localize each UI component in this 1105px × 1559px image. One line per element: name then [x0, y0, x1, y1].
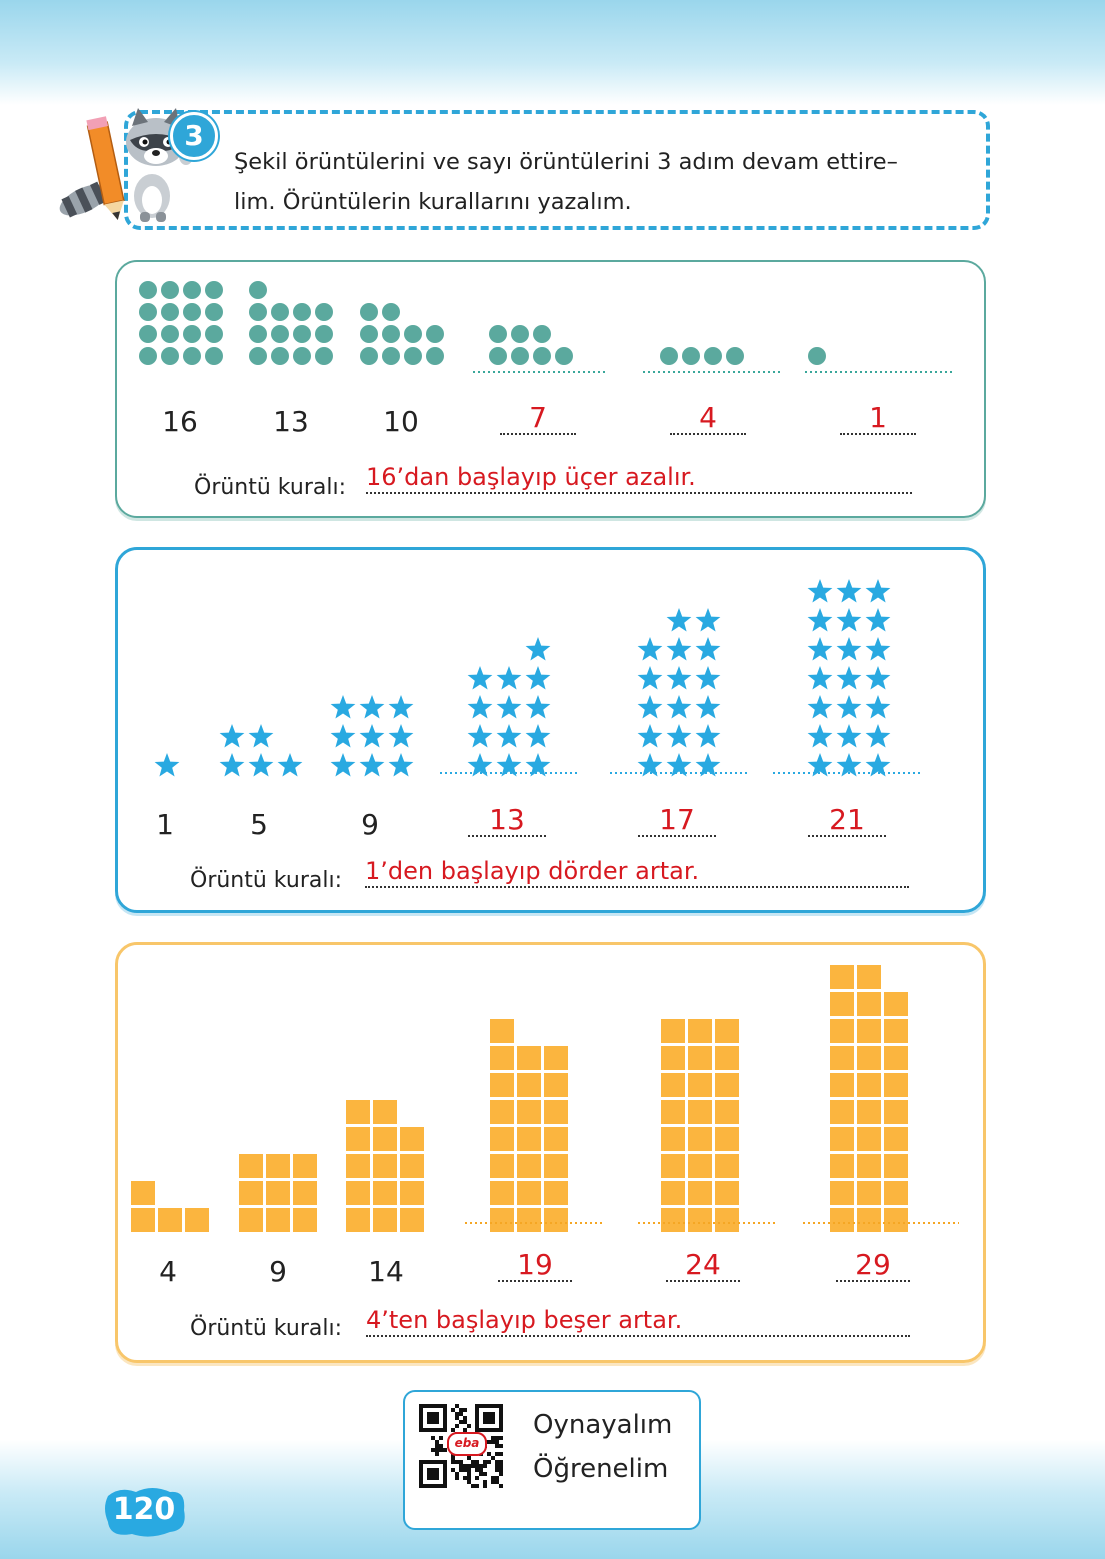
square-mark [517, 1100, 541, 1124]
square-mark [185, 1208, 209, 1232]
square-mark [857, 1100, 881, 1124]
square-mark [517, 1154, 541, 1178]
dot-mark [726, 347, 744, 365]
square-mark [400, 1181, 424, 1205]
square-mark [857, 1154, 881, 1178]
rule-answer: 4’ten başlayıp beşer artar. [366, 1305, 910, 1337]
square-mark [857, 1073, 881, 1097]
star-mark [278, 753, 303, 777]
dot-pattern-figures [115, 260, 986, 410]
dot-mark [511, 325, 529, 343]
star-mark [866, 637, 891, 661]
square-mark [857, 1181, 881, 1205]
square-mark [266, 1154, 290, 1178]
square-mark [373, 1127, 397, 1151]
square-mark [661, 1073, 685, 1097]
eba-logo: eba [447, 1432, 487, 1456]
square-mark [400, 1208, 424, 1232]
star-mark [526, 695, 551, 719]
star-mark [526, 666, 551, 690]
dot-mark [293, 347, 311, 365]
dot-mark [161, 347, 179, 365]
square-mark [857, 992, 881, 1016]
square-mark [688, 1100, 712, 1124]
square-mark [490, 1019, 514, 1043]
star-mark [808, 608, 833, 632]
star-mark [696, 637, 721, 661]
square-mark [884, 1100, 908, 1124]
dot-mark [161, 281, 179, 299]
square-mark [715, 1073, 739, 1097]
dot-mark [205, 281, 223, 299]
star-mark [360, 753, 385, 777]
dot-mark [404, 325, 422, 343]
star-mark [331, 753, 356, 777]
given-term-3: 10 [383, 405, 419, 438]
star-mark [837, 724, 862, 748]
square-mark [373, 1208, 397, 1232]
star-mark [468, 724, 493, 748]
dot-mark [183, 303, 201, 321]
star-mark [360, 724, 385, 748]
square-mark [688, 1073, 712, 1097]
square-mark [346, 1181, 370, 1205]
star-mark [389, 724, 414, 748]
square-mark [857, 1208, 881, 1232]
star-mark [638, 637, 663, 661]
top-header-band [0, 0, 1105, 105]
star-mark [497, 695, 522, 719]
square-mark [239, 1181, 263, 1205]
star-mark [808, 695, 833, 719]
dot-mark [271, 303, 289, 321]
square-mark [661, 1019, 685, 1043]
qr-card-line-2: Öğrenelim [533, 1454, 669, 1484]
square-mark [661, 1181, 685, 1205]
square-mark [346, 1100, 370, 1124]
activity-number-badge: 3 [170, 112, 218, 160]
star-mark [360, 695, 385, 719]
star-mark [866, 724, 891, 748]
dot-mark [249, 303, 267, 321]
square-mark [884, 1046, 908, 1070]
dot-mark [404, 347, 422, 365]
rule-label: Örüntü kuralı: [190, 1316, 342, 1341]
star-mark [667, 695, 692, 719]
square-mark [293, 1181, 317, 1205]
star-mark [249, 724, 274, 748]
square-mark [517, 1208, 541, 1232]
square-mark [688, 1208, 712, 1232]
dot-mark [660, 347, 678, 365]
star-mark [837, 695, 862, 719]
dot-mark [682, 347, 700, 365]
star-mark [866, 666, 891, 690]
square-mark [884, 1127, 908, 1151]
square-mark [490, 1073, 514, 1097]
square-mark [544, 1046, 568, 1070]
square-mark [830, 1073, 854, 1097]
square-mark [266, 1181, 290, 1205]
dot-mark [315, 325, 333, 343]
dot-mark [271, 325, 289, 343]
star-mark [667, 666, 692, 690]
answer-term-3: 21 [808, 805, 886, 837]
square-mark [239, 1154, 263, 1178]
square-mark [715, 1208, 739, 1232]
dot-mark [161, 325, 179, 343]
star-mark [468, 666, 493, 690]
star-mark [808, 666, 833, 690]
star-mark [220, 753, 245, 777]
square-mark [884, 1181, 908, 1205]
answer-term-1: 19 [498, 1250, 572, 1282]
dot-mark [555, 347, 573, 365]
star-mark [696, 666, 721, 690]
star-mark [497, 724, 522, 748]
square-mark [715, 1019, 739, 1043]
dot-mark [360, 325, 378, 343]
dot-mark [139, 281, 157, 299]
square-mark [830, 965, 854, 989]
star-mark [808, 724, 833, 748]
answer-term-3: 29 [836, 1250, 910, 1282]
star-mark [667, 724, 692, 748]
square-mark [131, 1208, 155, 1232]
square-mark [661, 1046, 685, 1070]
star-mark [638, 666, 663, 690]
star-mark [667, 637, 692, 661]
answer-term-3: 1 [840, 403, 916, 435]
square-mark [490, 1208, 514, 1232]
square-mark [857, 1046, 881, 1070]
square-mark [661, 1127, 685, 1151]
qr-card[interactable] [403, 1390, 701, 1530]
square-mark [715, 1154, 739, 1178]
star-mark [497, 666, 522, 690]
square-mark [517, 1127, 541, 1151]
dot-mark [139, 303, 157, 321]
dot-mark [426, 325, 444, 343]
dot-mark [511, 347, 529, 365]
square-mark [884, 1154, 908, 1178]
square-mark [830, 1019, 854, 1043]
star-mark [526, 724, 551, 748]
star-mark [837, 637, 862, 661]
square-mark [346, 1154, 370, 1178]
rule-answer: 16’dan başlayıp üçer azalır. [366, 462, 912, 494]
given-term-2: 13 [273, 405, 309, 438]
square-mark [400, 1154, 424, 1178]
square-mark [490, 1154, 514, 1178]
dot-mark [808, 347, 826, 365]
given-term-2: 5 [250, 808, 268, 841]
given-term-1: 4 [159, 1255, 177, 1288]
dot-mark [533, 347, 551, 365]
star-mark [667, 608, 692, 632]
star-mark [220, 724, 245, 748]
square-mark [661, 1208, 685, 1232]
square-mark [346, 1127, 370, 1151]
dot-mark [249, 281, 267, 299]
star-mark [866, 608, 891, 632]
square-mark [884, 992, 908, 1016]
star-mark [808, 637, 833, 661]
star-mark [696, 695, 721, 719]
dot-mark [533, 325, 551, 343]
square-mark [544, 1073, 568, 1097]
star-mark [638, 695, 663, 719]
given-term-3: 14 [368, 1255, 404, 1288]
answer-term-2: 17 [638, 805, 716, 837]
star-mark [696, 608, 721, 632]
instruction-line-2: lim. Örüntülerin kurallarını yazalım. [234, 189, 632, 215]
square-mark [346, 1208, 370, 1232]
star-mark [866, 695, 891, 719]
dot-mark [382, 347, 400, 365]
square-mark [544, 1154, 568, 1178]
square-mark [517, 1181, 541, 1205]
square-mark [715, 1046, 739, 1070]
instruction-text [234, 142, 974, 222]
square-mark [830, 992, 854, 1016]
dot-mark [139, 347, 157, 365]
square-mark [830, 1154, 854, 1178]
star-mark [696, 724, 721, 748]
square-mark [293, 1154, 317, 1178]
given-term-1: 1 [156, 808, 174, 841]
square-pattern-figures [115, 942, 986, 1237]
answer-term-1: 13 [468, 805, 546, 837]
dot-mark [293, 303, 311, 321]
square-mark [688, 1127, 712, 1151]
square-mark [544, 1127, 568, 1151]
dot-mark [249, 325, 267, 343]
square-mark [517, 1073, 541, 1097]
square-mark [517, 1046, 541, 1070]
star-mark [155, 753, 180, 777]
dot-mark [426, 347, 444, 365]
dot-mark [489, 325, 507, 343]
square-mark [715, 1100, 739, 1124]
square-mark [688, 1181, 712, 1205]
dot-mark [183, 347, 201, 365]
star-mark [468, 695, 493, 719]
dot-mark [161, 303, 179, 321]
square-mark [857, 1127, 881, 1151]
square-mark [830, 1181, 854, 1205]
square-mark [158, 1208, 182, 1232]
square-mark [830, 1127, 854, 1151]
dot-mark [205, 303, 223, 321]
square-mark [688, 1019, 712, 1043]
square-mark [857, 965, 881, 989]
dot-mark [139, 325, 157, 343]
square-mark [544, 1100, 568, 1124]
square-mark [293, 1208, 317, 1232]
instruction-line-1: Şekil örüntülerini ve sayı örüntülerini 3 adım devam ettire– [234, 149, 898, 175]
dot-mark [360, 303, 378, 321]
star-pattern-figures [115, 547, 986, 787]
answer-term-1: 7 [500, 403, 576, 435]
dot-mark [382, 325, 400, 343]
square-mark [884, 1019, 908, 1043]
square-mark [239, 1208, 263, 1232]
star-mark [526, 637, 551, 661]
star-mark [837, 608, 862, 632]
square-mark [131, 1181, 155, 1205]
answer-term-2: 24 [666, 1250, 740, 1282]
square-mark [661, 1154, 685, 1178]
star-mark [331, 724, 356, 748]
square-mark [490, 1127, 514, 1151]
dot-mark [293, 325, 311, 343]
given-term-3: 9 [361, 808, 379, 841]
dot-mark [249, 347, 267, 365]
star-mark [331, 695, 356, 719]
square-mark [830, 1100, 854, 1124]
square-mark [830, 1046, 854, 1070]
square-mark [266, 1208, 290, 1232]
square-mark [490, 1181, 514, 1205]
instruction-box [124, 110, 990, 230]
given-term-2: 9 [269, 1255, 287, 1288]
square-mark [688, 1154, 712, 1178]
dot-mark [382, 303, 400, 321]
star-mark [249, 753, 274, 777]
square-mark [373, 1181, 397, 1205]
square-mark [830, 1208, 854, 1232]
square-mark [688, 1046, 712, 1070]
square-mark [884, 1073, 908, 1097]
star-mark [389, 753, 414, 777]
dot-mark [489, 347, 507, 365]
dot-mark [183, 281, 201, 299]
square-mark [715, 1181, 739, 1205]
square-mark [544, 1181, 568, 1205]
dot-mark [360, 347, 378, 365]
rule-answer: 1’den başlayıp dörder artar. [365, 856, 909, 888]
rule-label: Örüntü kuralı: [190, 868, 342, 893]
page-number: 120 [112, 1492, 176, 1527]
dot-mark [183, 325, 201, 343]
square-mark [373, 1100, 397, 1124]
star-mark [638, 724, 663, 748]
given-term-1: 16 [162, 405, 198, 438]
star-mark [837, 579, 862, 603]
rule-label: Örüntü kuralı: [194, 475, 346, 500]
square-mark [373, 1154, 397, 1178]
square-mark [490, 1046, 514, 1070]
square-mark [857, 1019, 881, 1043]
dot-mark [315, 347, 333, 365]
square-mark [490, 1100, 514, 1124]
star-mark [866, 579, 891, 603]
square-mark [544, 1208, 568, 1232]
square-mark [884, 1208, 908, 1232]
dot-mark [205, 347, 223, 365]
dot-mark [205, 325, 223, 343]
star-mark [837, 666, 862, 690]
square-mark [715, 1127, 739, 1151]
dot-mark [271, 347, 289, 365]
star-mark [389, 695, 414, 719]
square-mark [661, 1100, 685, 1124]
dot-mark [704, 347, 722, 365]
qr-card-line-1: Oynayalım [533, 1410, 673, 1440]
dot-mark [315, 303, 333, 321]
answer-term-2: 4 [670, 403, 746, 435]
square-mark [400, 1127, 424, 1151]
star-mark [808, 579, 833, 603]
